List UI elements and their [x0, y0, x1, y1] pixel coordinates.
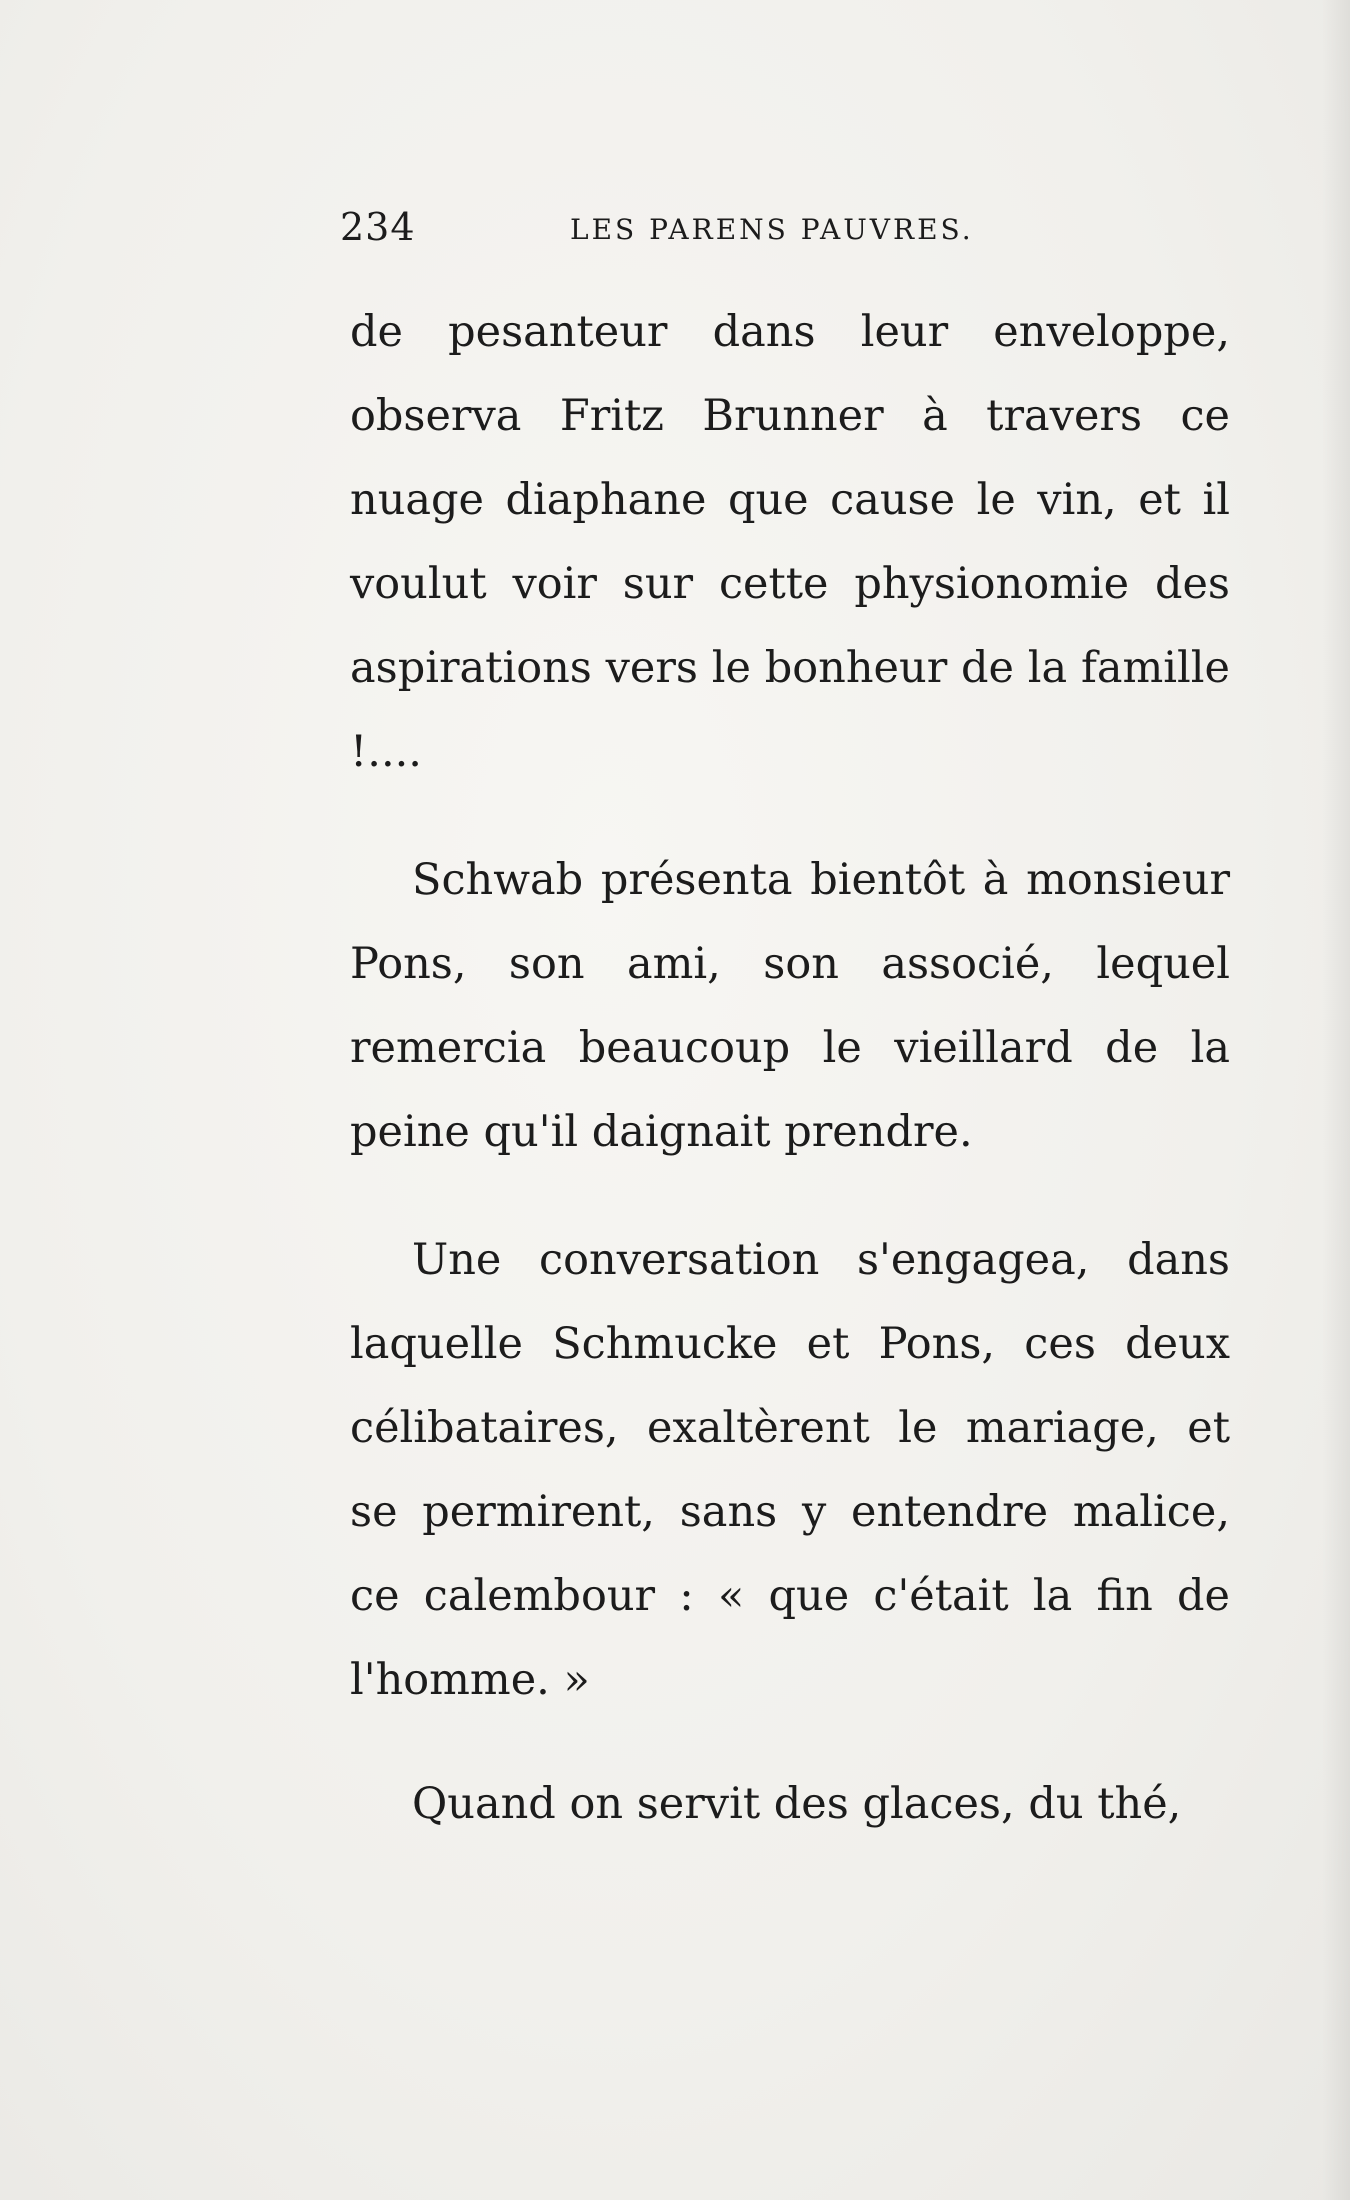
paragraph-2: Schwab présenta bientôt à monsieur Pons, son ami, son associé, lequel remercia beaucoup le vieillard de la peine qu'il daignait prendre.: [350, 855, 1230, 1157]
body-text: [350, 290, 1230, 1846]
running-title: LES PARENS PAUVRES.: [570, 213, 974, 246]
paragraph-4: Quand on servit des glaces, du thé,: [412, 1779, 1182, 1829]
page-number: 234: [340, 205, 416, 249]
page-header: [340, 205, 1000, 255]
paragraph-1: de pesanteur dans leur enveloppe, observa Fritz Brunner à travers ce nuage diaphane que cause le vin, et il voulut voir sur cette physionomie des aspirations vers le bonheur de la famille !....: [350, 307, 1230, 777]
paragraph-3: Une conversation s'engagea, dans laquelle Schmucke et Pons, ces deux célibataires, exaltèrent le mariage, et se permirent, sans y entendre malice, ce calembour : « que c'était la fin de l'homme. »: [350, 1235, 1230, 1705]
page-edge-shadow: [1322, 0, 1350, 2200]
